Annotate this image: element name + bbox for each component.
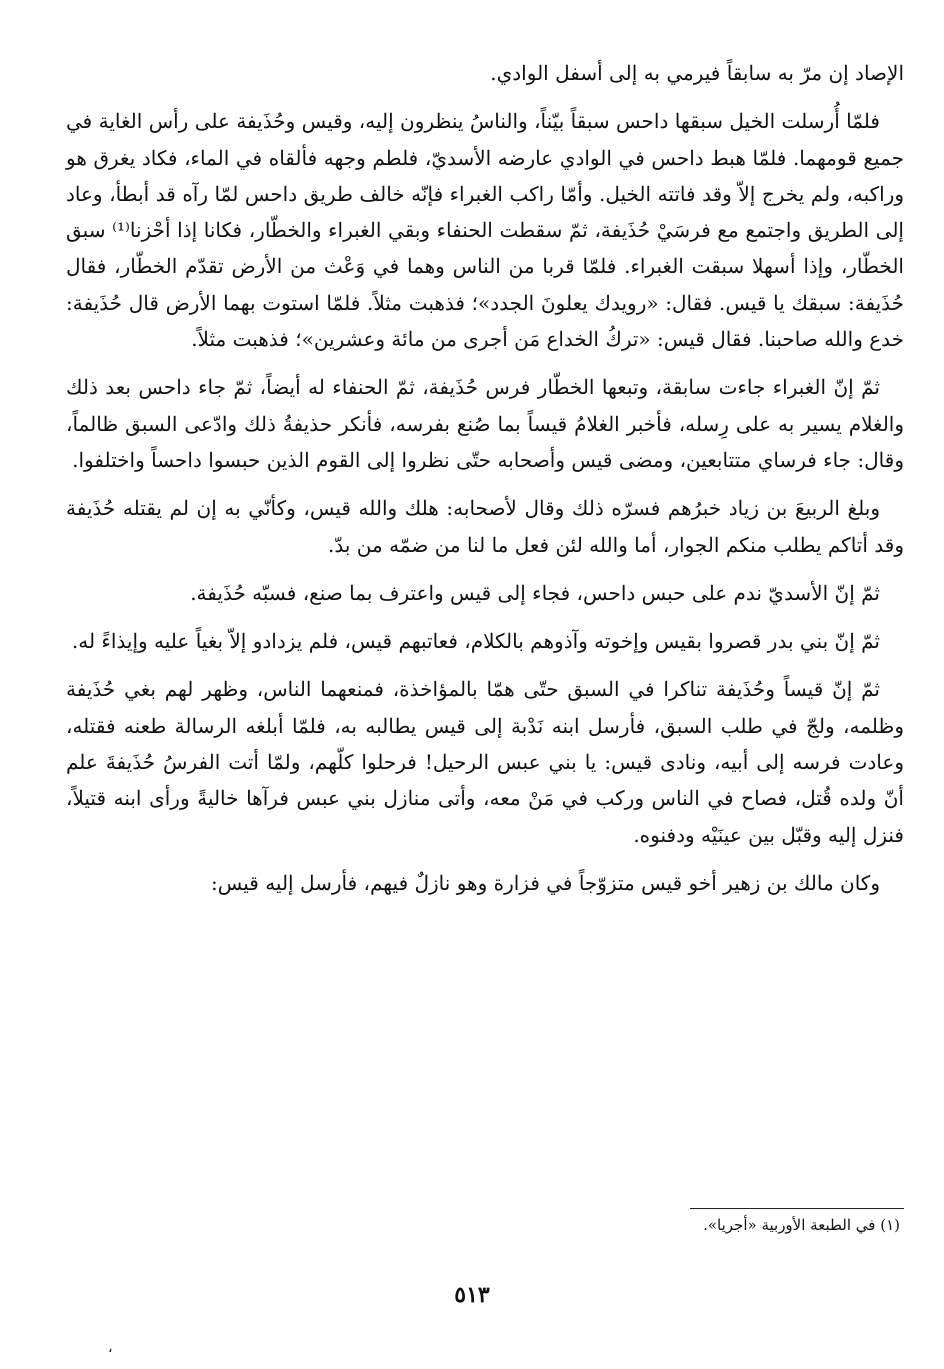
paragraph: ثمّ إنّ بني بدر قصروا بقيس وإخوته وآذوهم بالكلام، فعاتبهم قيس، فلم يزدادو إلاّ بغياً عليه وإيذاءً له. xyxy=(71,629,880,654)
paragraph: ثمّ إنّ قيساً وحُذَيفة تناكرا في السبق حتّى همّا بالمؤاخذة، فمنعهما الناس، وظهر لهم بغي حُذَيفة وظلمه، ولجّ في طلب السبق، فأرسل ابنه نَدْبة إلى قيس يطالبه به، فلمّا أبلغه الرسالة طعنه فقتله، وعادت فرسه إلى أبيه، ونادى قيس: يا بني عبس الرحيل! فرحلوا كلّهم، ولمّا أتت الفرسُ حُذَيفةَ علم أنّ ولده قُتل، فصاح في الناس وركب في مَنْ معه، وأتى منازل بني عبس فرآها خاليةً ورأى ابنه قتيلاً، فنزل إليه وقبّل بين عينَيْه ودفنوه. xyxy=(66,677,904,847)
paragraph: الإصاد إن مرّ به سابقاً فيرمي به إلى أسفل الوادي. xyxy=(490,61,904,85)
corner-mark: ، xyxy=(108,1340,113,1356)
paragraph: ثمّ إنّ الأسديّ ندم على حبس داحس، فجاء إلى قيس واعترف بما صنع، فسبّه حُذَيفة. xyxy=(190,580,880,605)
paragraph: وبلغ الربيعَ بن زياد خبرُهم فسرّه ذلك وقال لأصحابه: هلك والله قيس، وكأنّي به إن لم يقتله حُذَيفة وقد أتاكم يطلب منكم الجوار، أما والله لئن فعل ما لنا من ضمّه من بدّ. xyxy=(66,496,904,557)
paragraph: وكان مالك بن زهير أخو قيس متزوّجاً في فزارة وهو نازلٌ فيهم، فأرسل إليه قيس: xyxy=(211,870,880,895)
paragraph: ثمّ إنّ الغبراء جاءت سابقة، وتبعها الخطّار فرس حُذَيفة، ثمّ الحنفاء له أيضاً، ثمّ جاء داحس بعد ذلك والغلام يسير به على رِسله، فأخبر الغلامُ قيساً بما صُنع بفرسه، فأنكر حذيفةُ ذلك وادّعى السبق ظالماً، وقال: جاء فرساي متتابعين، ومضى قيس وأصحابه حتّى نظروا إلى القوم الذين حبسوا داحساً واختلفوا. xyxy=(66,375,904,472)
footnote-divider xyxy=(690,1208,904,1209)
footnote: (١) في الطبعة الأوربية «أجريا». xyxy=(703,1216,900,1234)
paragraph: فلمّا أُرسلت الخيل سبقها داحس سبقاً بيّناً، والناسُ ينظرون إليه، وقيس وحُذَيفة على رأس الغاية في جميع قومهما. فلمّا هبط داحس في الوادي عارضه الأسديّ، فلطم وجهه فألقاه في الماء، فكاد يغرق هو وراكبه، ولم يخرج إلاّ وقد فاتته الخيل. وأمّا راكب الغبراء فإنّه خالف طريق داحس لمّا رآه قد أبطأ، وعاد إلى الطريق واجتمع مع فرسَيْ حُذَيفة، ثمّ سقطت الحنفاء وبقي الغبراء والخطّار، فكانا إذا أحْزنا⁽¹⁾ سبق الخطّار، وإذا أسهلا سبقت الغبراء. فلمّا قربا من الناس وهما في وَعْث من الأرض تقدّم الخطّار، فقال حُذَيفة: سبقك يا قيس. فقال: «رويدك يعلونَ الجدد»؛ فذهبت مثلاً. فلمّا استوت بهما الأرض قال حُذَيفة: خدع والله صاحبنا. فقال قيس: «تركُ الخداع مَن أجرى من مائة وعشرين»؛ فذهبت مثلاً. xyxy=(66,109,904,352)
main-text xyxy=(66,55,904,913)
page-number: ٥١٣ xyxy=(454,1282,490,1308)
